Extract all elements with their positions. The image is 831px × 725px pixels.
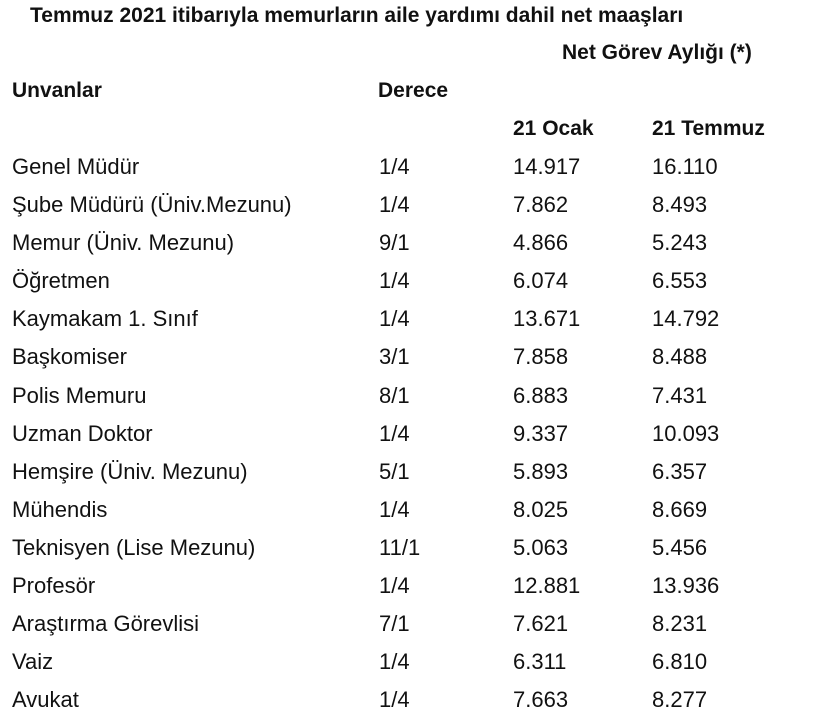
cell-temmuz: 13.936 xyxy=(652,573,720,599)
cell-unvan: Mühendis xyxy=(12,496,108,522)
cell-unvan: Profesör xyxy=(12,573,96,599)
cell-ocak: 9.337 xyxy=(513,420,569,446)
cell-derece: 11/1 xyxy=(379,534,421,560)
cell-temmuz: 14.792 xyxy=(652,306,720,332)
cell-unvan: Teknisyen (Lise Mezunu) xyxy=(12,534,256,560)
salary-table-body xyxy=(0,149,831,720)
table-title: Temmuz 2021 itibarıyla memurların aile yardımı dahil net maaşları xyxy=(30,4,684,27)
net-salary-subtitle: Net Görev Aylığı (*) xyxy=(562,41,752,64)
cell-temmuz: 6.357 xyxy=(652,458,708,484)
cell-ocak: 5.893 xyxy=(513,458,569,484)
header-derece: Derece xyxy=(378,79,449,102)
cell-derece: 7/1 xyxy=(379,611,410,637)
table-row xyxy=(0,187,831,225)
cell-ocak: 7.858 xyxy=(513,344,569,370)
cell-unvan: Hemşire (Üniv. Mezunu) xyxy=(12,458,248,484)
cell-derece: 9/1 xyxy=(379,230,410,256)
cell-temmuz: 5.243 xyxy=(652,230,708,256)
cell-temmuz: 5.456 xyxy=(652,534,708,560)
table-row xyxy=(0,644,831,682)
table-row xyxy=(0,378,831,416)
table-row xyxy=(0,225,831,263)
cell-unvan: Vaiz xyxy=(12,649,54,675)
cell-ocak: 7.862 xyxy=(513,192,569,218)
cell-derece: 1/4 xyxy=(379,649,410,675)
cell-temmuz: 7.431 xyxy=(652,382,708,408)
cell-derece: 1/4 xyxy=(379,154,410,179)
cell-unvan: Şube Müdürü (Üniv.Mezunu) xyxy=(12,192,292,218)
table-row xyxy=(0,416,831,454)
header-temmuz: 21 Temmuz xyxy=(652,117,765,140)
cell-ocak: 14.917 xyxy=(513,154,581,179)
table-row xyxy=(0,339,831,377)
cell-derece: 8/1 xyxy=(379,382,410,408)
cell-derece: 1/4 xyxy=(379,573,410,599)
table-row xyxy=(0,682,831,720)
table-row xyxy=(0,530,831,568)
cell-temmuz: 6.553 xyxy=(652,268,708,294)
cell-temmuz: 6.810 xyxy=(652,649,708,675)
cell-derece: 5/1 xyxy=(379,458,410,484)
cell-ocak: 5.063 xyxy=(513,534,569,560)
cell-unvan: Uzman Doktor xyxy=(12,420,153,446)
cell-temmuz: 10.093 xyxy=(652,420,720,446)
cell-ocak: 4.866 xyxy=(513,230,569,256)
cell-unvan: Başkomiser xyxy=(12,344,127,370)
cell-unvan: Kaymakam 1. Sınıf xyxy=(12,306,198,332)
cell-temmuz: 8.669 xyxy=(652,496,708,522)
cell-ocak: 7.663 xyxy=(513,687,569,713)
table-row xyxy=(0,149,831,187)
cell-unvan: Polis Memuru xyxy=(12,382,147,408)
table-row xyxy=(0,568,831,606)
cell-temmuz: 8.488 xyxy=(652,344,708,370)
cell-ocak: 6.883 xyxy=(513,382,569,408)
cell-ocak: 6.074 xyxy=(513,268,569,294)
table-row xyxy=(0,606,831,644)
cell-unvan: Öğretmen xyxy=(12,268,110,294)
cell-derece: 3/1 xyxy=(379,344,410,370)
cell-temmuz: 8.493 xyxy=(652,192,708,218)
cell-unvan: Genel Müdür xyxy=(12,154,140,179)
cell-derece: 1/4 xyxy=(379,420,410,446)
cell-unvan: Memur (Üniv. Mezunu) xyxy=(12,230,235,256)
table-row xyxy=(0,492,831,530)
cell-derece: 1/4 xyxy=(379,496,410,522)
cell-ocak: 7.621 xyxy=(513,611,569,637)
cell-derece: 1/4 xyxy=(379,687,410,713)
table-row xyxy=(0,454,831,492)
cell-ocak: 12.881 xyxy=(513,573,581,599)
cell-temmuz: 8.231 xyxy=(652,611,708,637)
cell-ocak: 6.311 xyxy=(513,649,567,675)
table-row xyxy=(0,301,831,339)
cell-derece: 1/4 xyxy=(379,192,410,218)
cell-derece: 1/4 xyxy=(379,268,410,294)
cell-temmuz: 8.277 xyxy=(652,687,708,713)
cell-ocak: 13.671 xyxy=(513,306,581,332)
cell-ocak: 8.025 xyxy=(513,496,569,522)
cell-unvan: Avukat xyxy=(12,687,79,713)
cell-temmuz: 16.110 xyxy=(652,154,718,179)
table-row xyxy=(0,263,831,301)
cell-derece: 1/4 xyxy=(379,306,410,332)
header-ocak: 21 Ocak xyxy=(513,117,594,140)
cell-unvan: Araştırma Görevlisi xyxy=(12,611,200,637)
header-unvanlar: Unvanlar xyxy=(12,79,102,102)
